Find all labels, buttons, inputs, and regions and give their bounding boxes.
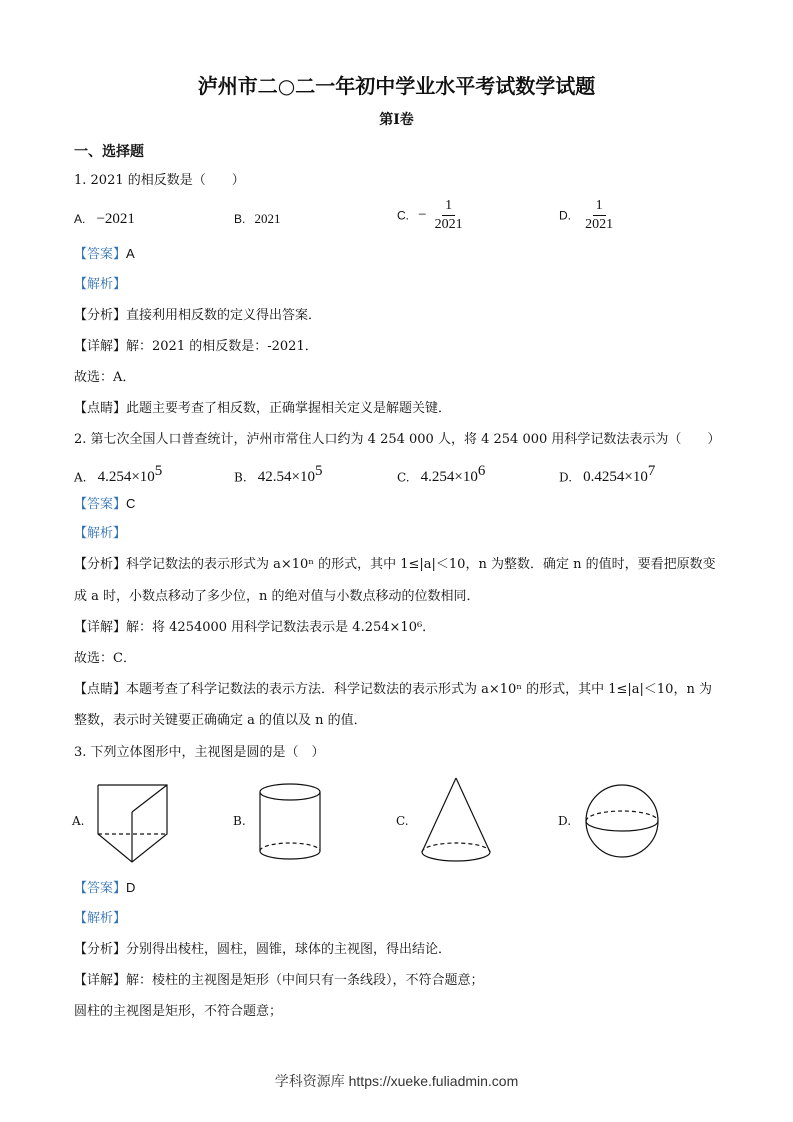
fenxi-text: 直接利用相反数的定义得出答案． <box>126 308 322 323</box>
q3-option-d-label: D. <box>558 814 572 828</box>
q2-fenxi-line1 <box>74 556 716 574</box>
page-title: 泸州市二○二一年初中学业水平考试数学试题 <box>197 74 596 98</box>
answer-tag: 【答案】 <box>74 247 127 262</box>
cone-figure <box>420 776 492 866</box>
dianjing-text: 此题主要考查了相反数，正确掌握相关定义是解题关键． <box>126 401 452 416</box>
section-heading: 一、选择题 <box>74 144 144 160</box>
fraction-denominator: 2021 <box>585 217 614 232</box>
q3-analysis-tag: 【解析】 <box>74 911 127 926</box>
fraction <box>582 198 616 233</box>
fenxi-tag: 【分析】 <box>74 308 127 323</box>
answer-value: A <box>126 246 135 261</box>
q3-answer <box>74 879 135 898</box>
option-label: B. <box>234 212 246 226</box>
xiangjie-tag: 【详解】 <box>74 339 127 354</box>
question-1: 1. 2021 的相反数是（ ） <box>74 173 245 188</box>
q1-option-c <box>397 198 466 233</box>
option-label: C. <box>397 470 410 485</box>
option-value: 4.254×10 <box>420 469 478 486</box>
fenxi-text: 分别得出棱柱，圆柱，圆锥，球体的主视图，得出结论． <box>126 942 452 957</box>
fraction-numerator: 1 <box>442 198 455 216</box>
option-label: D. <box>559 470 573 485</box>
xiangjie-text: 解：2021 的相反数是：-2021． <box>126 339 318 354</box>
q1-dianjing <box>74 400 451 418</box>
q2-choice: 故选：C． <box>74 651 136 666</box>
fenxi-tag: 【分析】 <box>74 942 127 957</box>
option-value: 2021 <box>254 211 281 226</box>
q1-option-d <box>559 198 616 233</box>
q2-xiangjie <box>74 619 435 637</box>
fraction <box>432 198 466 233</box>
xiangjie-text: 解：将 4254000 用科学记数法表示是 4.254×10⁶． <box>126 620 436 635</box>
dianjing-tag: 【点睛】 <box>74 682 127 697</box>
q1-option-a <box>74 208 135 228</box>
q1-option-b <box>234 208 280 227</box>
fraction-numerator: 1 <box>593 198 606 216</box>
q2-option-a <box>74 463 162 486</box>
q3-continuation: 圆柱的主视图是矩形，不符合题意； <box>74 1004 283 1019</box>
q3-option-c-label: C. <box>396 814 409 828</box>
option-value: −2021 <box>96 211 135 227</box>
q1-analysis-tag: 【解析】 <box>74 277 127 292</box>
option-exponent: 7 <box>647 463 656 479</box>
q1-xiangjie <box>74 338 318 356</box>
dianjing-text: 本题考查了科学记数法的表示方法．科学记数法的表示形式为 a×10ⁿ 的形式，其中 1≤|a|＜10，n 为 <box>126 682 712 697</box>
option-value: 42.54×10 <box>257 469 315 486</box>
option-value: 0.4254×10 <box>583 469 648 486</box>
q3-fenxi <box>74 941 451 959</box>
fenxi-text: 科学记数法的表示形式为 a×10ⁿ 的形式，其中 1≤|a|＜10，n 为整数．确定 n 的值时，要看把原数变 <box>126 557 716 572</box>
option-sign: − <box>418 207 427 223</box>
q1-answer <box>74 245 135 264</box>
option-exponent: 5 <box>314 463 323 479</box>
q2-dianjing-line1 <box>74 681 712 699</box>
option-label: C. <box>397 208 409 223</box>
question-3: 3. 下列立体图形中，主视图是圆的是（ ） <box>74 745 325 760</box>
option-exponent: 5 <box>154 463 163 479</box>
answer-tag: 【答案】 <box>74 497 127 512</box>
q2-answer <box>74 495 135 514</box>
option-value: 4.254×10 <box>97 469 155 486</box>
option-label: A. <box>74 212 86 226</box>
volume-label: 第Ⅰ卷 <box>379 112 414 128</box>
q2-option-d <box>559 463 655 486</box>
option-exponent: 6 <box>477 463 486 479</box>
option-label: A. <box>74 470 87 485</box>
q3-xiangjie <box>74 972 484 990</box>
option-label: D. <box>559 208 571 223</box>
fraction-denominator: 2021 <box>434 217 463 232</box>
xiangjie-text: 解：棱柱的主视图是矩形（中间只有一条线段），不符合题意； <box>126 973 484 988</box>
triangular-prism-figure <box>95 782 170 864</box>
question-2: 2. 第七次全国人口普查统计，泸州市常住人口约为 4 254 000 人，将 4 254 000 用科学记数法表示为（ ） <box>74 432 721 447</box>
q2-dianjing-line2: 整数，表示时关键要正确确定 a 的值以及 n 的值． <box>74 713 367 728</box>
q3-option-a-label: A. <box>72 814 85 828</box>
option-label: B. <box>234 470 247 485</box>
xiangjie-tag: 【详解】 <box>74 973 127 988</box>
dianjing-tag: 【点睛】 <box>74 401 127 416</box>
q2-option-c <box>397 463 485 486</box>
q2-fenxi-line2: 成 a 时，小数点移动了多少位，n 的绝对值与小数点移动的位数相同． <box>74 589 480 604</box>
q1-choice: 故选：A． <box>74 370 136 385</box>
q3-option-b-label: B. <box>233 814 246 828</box>
footer-link[interactable]: 学科资源库 https://xueke.fuliadmin.com <box>274 1073 519 1089</box>
sphere-figure <box>584 783 662 861</box>
answer-value: C <box>126 496 136 511</box>
xiangjie-tag: 【详解】 <box>74 620 127 635</box>
fenxi-tag: 【分析】 <box>74 557 127 572</box>
answer-tag: 【答案】 <box>74 881 127 896</box>
q1-fenxi <box>74 307 321 325</box>
answer-value: D <box>126 880 136 895</box>
q2-analysis-tag: 【解析】 <box>74 526 127 541</box>
q2-option-b <box>234 463 322 486</box>
cylinder-figure <box>258 782 323 862</box>
